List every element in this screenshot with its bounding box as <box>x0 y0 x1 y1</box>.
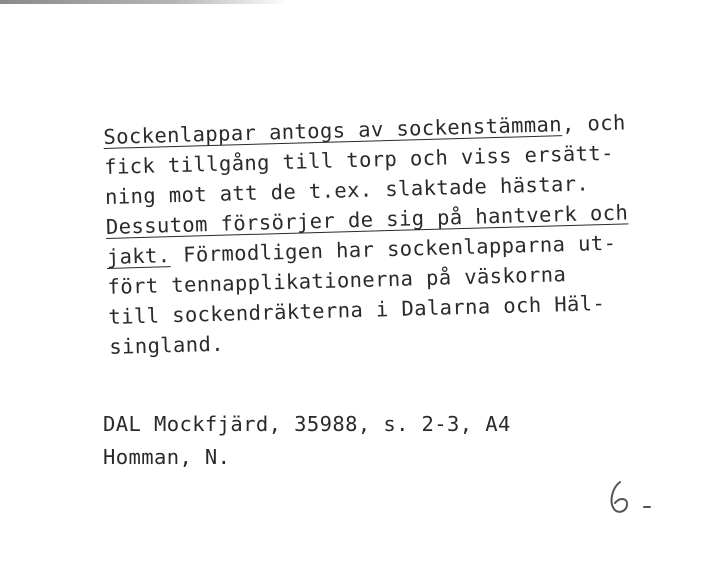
handwritten-page-number <box>606 478 662 518</box>
text-segment: singland. <box>108 331 225 359</box>
underlined-phrase: Sockenlappar antogs av sockenstämman <box>103 112 563 149</box>
text-segment: fick tillgång till torp och viss ersätt- <box>103 140 615 179</box>
card-top-edge <box>0 0 290 4</box>
text-segment: Förmodligen har sockenlapparna ut- <box>170 230 617 268</box>
text-segment: fört tennapplikationerna på väskorna <box>107 262 567 299</box>
card-body-text <box>103 105 709 362</box>
handwritten-six-glyph <box>612 482 628 512</box>
underlined-phrase: jakt. <box>106 243 171 269</box>
text-segment: till sockendräkterna i Dalarna och Häl- <box>108 291 606 329</box>
reference-line-informant: Homman, N. <box>103 445 231 469</box>
reference-block <box>103 408 663 474</box>
underlined-phrase: Dessutom försörjer de sig på hantverk och <box>105 200 629 239</box>
text-segment: , och <box>561 110 626 137</box>
reference-line-source: DAL Mockfjärd, 35988, s. 2-3, A4 <box>103 412 511 436</box>
text-segment: ning mot att de t.ex. slaktade hästar. <box>104 171 590 209</box>
